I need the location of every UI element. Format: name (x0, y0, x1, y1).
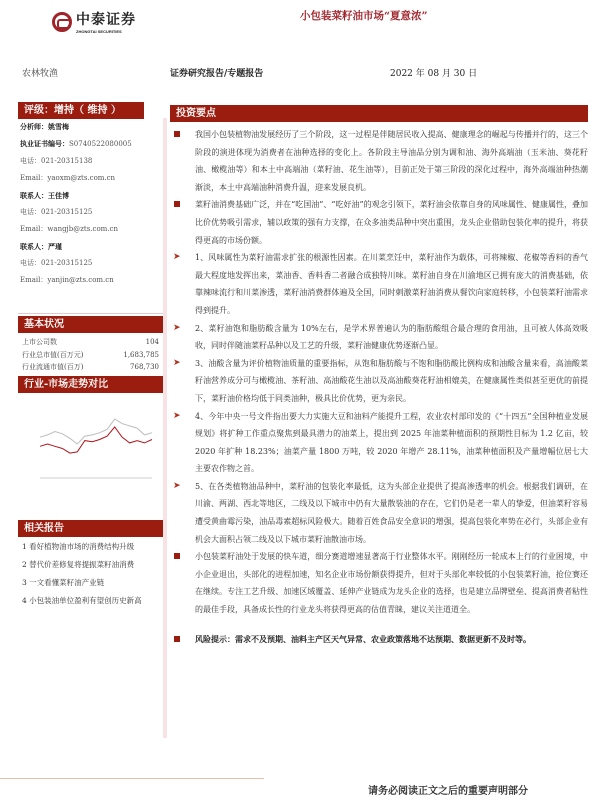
related-report-link[interactable]: 2 替代价差修复将提振菜籽油消费 (22, 560, 135, 569)
row-value: 1,683,785 (123, 350, 159, 359)
highlight-paragraph (170, 478, 588, 548)
paragraph-text: 菜籽油消费基础广泛，并在“吃国油”、“吃好油”的观念引领下，菜籽油会依靠自身的风味属性、健康属性，叠加比价优势吸引需求，辅以政策的强有力支撑，在众多油类品种中突出重围，龙头企业借助包装化率的提升，将获得更高的市场份额。 (195, 200, 588, 245)
arrow-bullet-icon: ➤ (173, 480, 181, 491)
table-row (22, 336, 159, 349)
cert-label: 执业证书编号： (20, 139, 69, 148)
paragraph-text: 2、菜籽油饱和脂肪酸含量为 10%左右，是学术界普遍认为的脂肪酸组合最合理的食用油，且可被人体高效吸收，同时伴随油菜籽品种以及工艺的升级，菜籽油健康优势逐渐凸显。 (195, 323, 588, 351)
highlight-paragraph (170, 408, 588, 478)
report-title: 小包装菜籽油市场“夏意浓” (300, 10, 428, 22)
investment-highlights-header: 投资要点 (170, 105, 588, 122)
risk-warning (170, 631, 588, 649)
contact-phone: 电话：021-20315125 (20, 259, 93, 267)
basic-info-header: 基本状况 (18, 316, 163, 333)
related-report-link[interactable]: 4 小包装油单位盈利有望创历史新高 (22, 596, 142, 605)
analyst-email[interactable]: Email：yaoxm@zts.com.cn (20, 174, 116, 182)
highlight-paragraph (170, 196, 588, 249)
side-strip (163, 118, 167, 738)
table-row (22, 361, 159, 374)
footer-divider (0, 778, 264, 779)
industry-label: 农林牧渔 (22, 69, 59, 79)
arrow-bullet-icon: ➤ (173, 410, 181, 421)
contact-phone: 电话：021-20315125 (20, 208, 93, 216)
analyst-name: 分析师：姚雪梅 (20, 122, 69, 131)
cert-number: S0740522080005 (69, 140, 132, 148)
contact-email[interactable]: Email：wangjb@zts.com.cn (20, 225, 118, 233)
contact-email[interactable]: Email：yanjin@zts.com.cn (20, 276, 114, 284)
contact-name: 联系人：王佳博 (20, 191, 69, 200)
row-key: 行业流通市值(百万) (22, 363, 84, 371)
trend-chart (28, 405, 158, 490)
square-bullet-icon (174, 131, 180, 137)
divider (18, 313, 163, 314)
series-line-industry (40, 427, 152, 453)
paragraph-text: 1、风味属性为菜籽油需求扩张的根源性因素。在川菜烹饪中，菜籽油作为载体，可将辣椒、花椒等香料的香气最大程度地发挥出来，菜油香、香料香二者融合成独特川味。菜籽油自身在川渝地区已拥有庞大的消费基础，依靠辣味流行和川菜渗透，菜籽油消费群体遍及全国，同时刺激菜籽油消费从餐饮向家庭转移，小包装菜籽油需求得到提升。 (195, 253, 588, 315)
contact-name: 联系人：严瑾 (20, 242, 62, 251)
company-logo (52, 9, 136, 34)
arrow-bullet-icon: ➤ (173, 357, 181, 368)
square-bullet-icon (174, 201, 180, 207)
related-header: 相关报告 (18, 520, 163, 537)
paragraph-text: 5、在各类植物油品种中，菜籽油的包装化率最低，这为头部企业提供了提高渗透率的机会。根据我们调研，在川渝、两湖、西北等地区，二线及以下城市中仍有大量散装油的存在，它们仍是老一辈人的挚爱，但油菜籽容易遭受黄曲霉污染，油品毒素超标风险极大。随着百姓食品安全意识的增强，提高包装化率势在必行，头部企业有机会大面积占领二线及以下城市菜籽油散油市场。 (195, 481, 588, 544)
paragraph-text: 我国小包装植物油发展经历了三个阶段，这一过程是伴随居民收入提高、健康理念的崛起与传播并行的，这三个阶段的演进体现为消费者在油种选择的变化上。各阶段主导油品分别为调和油、海外高端油（玉米油、葵花籽油、橄榄油等）和本土中高端油（菜籽油、花生油等），目前正处于第三阶段的深化过程中，海外高端油种热潮渐淡，本土中高端油种消费升温，迎来发展良机。 (195, 130, 588, 192)
table-row (22, 349, 159, 362)
logo-mark-icon (52, 12, 72, 32)
investment-highlights (170, 126, 588, 648)
highlight-paragraph (170, 355, 588, 408)
highlight-paragraph (170, 126, 588, 196)
highlight-paragraph (170, 249, 588, 319)
related-report-link[interactable]: 1 看好植物油市场的消费结构升级 (22, 542, 135, 551)
paragraph-text: 小包装菜籽油处于发展的快车道，细分赛道增速显著高于行业整体水平。刚刚经历一轮成本上行的行业困境，中小企业退出，头部化的进程加速，知名企业市场份额获得提升，但对于头部化率较低的小包装菜籽油，抢位赛还在继续。专注工艺升级、加速区域覆盖、延伸产业链成为龙头企业的选择，也是建立品牌壁垒、提高消费者粘性的最佳手段，具备成长性的行业龙头将获得更高的估值青睐，建议关注道道全。 (195, 552, 588, 615)
report-type: 证券研究报告/专题报告 (170, 69, 264, 79)
arrow-bullet-icon: ➤ (173, 252, 181, 263)
paragraph-text: 3、油酸含量为评价植物油质量的重要指标，从饱和脂肪酸与不饱和脂肪酸比例构成和油酸含量来看，高油酸菜籽油营养成分可与橄榄油、茶籽油、高油酸花生油以及高油酸葵花籽油相媲美，在健康属性类似甚至更优的前提下，菜籽油价格均低于同类油种，极具比价优势，更为亲民。 (195, 358, 588, 403)
related-reports (22, 538, 162, 610)
analyst-info (20, 118, 163, 289)
rating-banner: 评级：增持（ 维持 ） (18, 102, 144, 119)
square-bullet-icon (174, 636, 180, 642)
report-date: 2022 年 08 月 30 日 (390, 69, 478, 79)
logo-en: ZHONGTAI SECURITIES (76, 29, 122, 34)
paragraph-text: 4、今年中央一号文件指出要大力实施大豆和油料产能提升工程，农业农村部印发的《“十四五”全国种植业发展规划》将扩种工作重点聚焦到最具潜力的油菜上，提出到 2025 年油菜种植面积的预期性目标为 1.2 亿亩，较 2020 年扩种 18.23%；油菜产量 1800 万吨，较 2020 年增产 28.11%，油菜种植面积及产量增幅位居七大主要农作物之首。 (195, 411, 588, 474)
analyst-phone: 电话：021-20315138 (20, 157, 93, 165)
row-key: 行业总市值(百万元) (22, 350, 84, 359)
related-report-link[interactable]: 3 一文看懂菜籽油产业链 (22, 578, 105, 587)
risk-text: 风险提示：需求不及预期、油料主产区天气异常、农业政策落地不达预期、数据更新不及时等。 (195, 633, 531, 644)
row-value: 104 (145, 338, 159, 346)
square-bullet-icon (174, 553, 180, 559)
row-value: 768,730 (130, 363, 159, 371)
logo-cn: 中泰证券 (76, 12, 136, 28)
basic-info-table (22, 336, 159, 374)
row-key: 上市公司数 (22, 338, 57, 346)
highlight-paragraph (170, 320, 588, 355)
disclaimer-notice: 请务必阅读正文之后的重要声明部分 (368, 786, 528, 797)
arrow-bullet-icon: ➤ (173, 322, 181, 333)
highlight-paragraph (170, 548, 588, 618)
trend-header: 行业-市场走势对比 (18, 376, 163, 393)
